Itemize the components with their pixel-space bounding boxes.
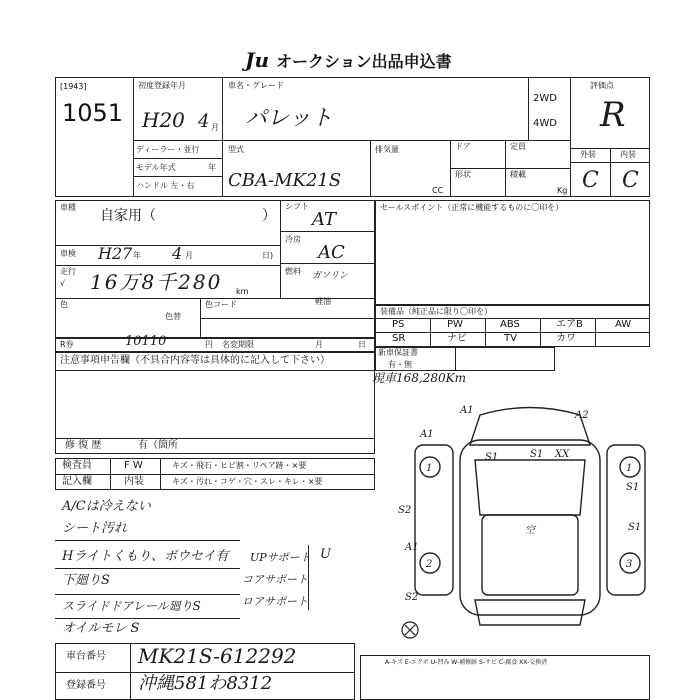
kg-unit: Kg	[557, 186, 568, 195]
car-type: CBA-MK21S	[228, 170, 342, 191]
evaluation-score: R	[600, 95, 626, 135]
mark-a1-top: A1	[460, 405, 474, 416]
repair-history-value: 有（箇所	[138, 440, 178, 451]
color-code-label: 色コード	[205, 300, 237, 309]
form-title: オークション出品申込書	[276, 52, 452, 71]
door-label: ドア	[455, 142, 471, 151]
recycle-label: R券	[60, 340, 74, 349]
inspection-year: H27	[98, 244, 133, 263]
up-support: UPサポート	[250, 551, 311, 564]
mark-wheel-3: 3	[626, 559, 633, 570]
mileage-check: √	[60, 279, 66, 288]
color-label: 色	[60, 300, 68, 309]
repair-history-label: 修 復 歴	[65, 440, 102, 451]
lower-support: ロアサポート	[242, 595, 308, 608]
note-1: A/Cは冷えない	[62, 499, 151, 514]
drive-4wd: 4WD	[533, 118, 557, 129]
exterior-label: 外装	[580, 150, 596, 159]
equip-abs: ABS	[500, 319, 520, 330]
car-hood-outline	[475, 460, 585, 515]
inspection-month: 4	[172, 244, 183, 263]
lot-number: 1051	[62, 99, 124, 127]
inspector-label: 検査員	[62, 460, 92, 471]
car-damage-diagram	[380, 385, 680, 645]
spare-tire-symbol	[402, 622, 418, 638]
equip-tv: TV	[504, 333, 517, 344]
remarks-header: 注意事項申告欄（不具合内容等は具体的に記入して下さい）	[60, 355, 330, 366]
inspection-label: 車検	[60, 249, 76, 258]
model-year-unit: 年	[208, 163, 216, 172]
shape-label: 形状	[455, 170, 471, 179]
mark-s2-left: S2	[398, 505, 412, 516]
registration-month: 4	[198, 111, 210, 132]
chassis-label: 車台番号	[66, 651, 106, 662]
mark-wheel-1: 1	[426, 463, 433, 474]
registration-label: 初度登録年月	[138, 81, 186, 90]
mark-s1-front-right: S1	[530, 449, 544, 460]
core-support: コアサポート	[242, 573, 308, 586]
entry-label: 記入欄	[62, 476, 92, 487]
warranty-note: 現車168,280Km	[372, 371, 466, 385]
interior-grade: C	[622, 168, 639, 193]
mark-a1-left-front: A1	[420, 429, 434, 440]
warranty-options: 有・無	[388, 360, 412, 369]
evaluation-label: 評価点	[590, 81, 614, 90]
warranty-label: 新車保証書	[378, 348, 418, 357]
mark-wheel-2: 2	[426, 559, 433, 570]
inspection-day-unit: 日)	[262, 251, 274, 260]
car-rear-outline	[475, 600, 585, 625]
recycle-row	[55, 338, 375, 352]
equip-sr: SR	[392, 333, 406, 344]
exterior-marks: キズ・飛石・ヒビ割・リペア跡・×要	[172, 461, 307, 470]
equip-airbag: エアB	[556, 319, 583, 330]
mark-xx: XX	[555, 449, 570, 460]
interior-tag: 内装	[124, 476, 144, 487]
equipment-label: 装備品（純正品に限り〇印を）	[380, 307, 492, 316]
sales-point-label: セールスポイント（正常に機能するものに〇印を）	[380, 203, 564, 212]
exterior-grade: C	[582, 168, 599, 193]
usage-close: ）	[262, 208, 276, 224]
note-4: 下廻りS	[62, 573, 110, 588]
car-name-label: 車名・グレード	[228, 81, 284, 90]
capacity-label: 積載	[510, 170, 526, 179]
mileage-value: 16万8千280	[90, 270, 223, 294]
mark-s1-right: S1	[626, 482, 640, 493]
mark-s1-front: S1	[485, 452, 499, 463]
type-label: 型式	[228, 145, 244, 154]
car-name: パレット	[245, 106, 333, 131]
transfer-day-unit: 日	[358, 340, 366, 349]
equip-navi: ナビ	[447, 333, 467, 344]
cc-unit: CC	[432, 186, 444, 195]
model-year-label: モデル年式	[136, 163, 176, 172]
mark-a2-top: A2	[575, 410, 589, 421]
mark-roof: 空	[525, 525, 535, 536]
note-6: オイルモレ S	[62, 621, 140, 636]
mark-wheel-1-right: 1	[626, 463, 633, 474]
usage-value: 自家用（	[100, 208, 156, 224]
fuel-value: ガソリン	[312, 271, 349, 281]
logo-mark: Ju	[245, 48, 270, 72]
transfer-month-unit: 月	[315, 340, 323, 349]
u-mark: U	[320, 547, 331, 562]
mileage-label: 走行	[60, 267, 76, 276]
interior-label: 内装	[620, 150, 636, 159]
note-5: スライドドアレール廻りS	[62, 599, 201, 613]
mark-s2-rear: S2	[405, 592, 419, 603]
dealer-label: ディーラー・並行	[136, 145, 200, 154]
plate-label: 登録番号	[66, 680, 106, 691]
inspection-year-unit: 年	[133, 251, 141, 260]
handle-label: ハンドル 左・右	[136, 181, 195, 190]
seats-label: 定員	[510, 142, 526, 151]
shift-label: シフト	[285, 202, 309, 211]
inspection-month-unit: 月	[185, 251, 193, 260]
equip-pw: PW	[447, 319, 463, 330]
plate-value: 沖縄581わ8312	[138, 673, 273, 694]
lot-code: [1943]	[60, 82, 87, 91]
note-2: シート汚れ	[62, 521, 128, 536]
recycle-unit: 円	[205, 340, 213, 349]
fuel-label: 燃料	[285, 267, 301, 276]
equip-ps: PS	[392, 319, 405, 330]
shift-value: AT	[312, 209, 337, 230]
fw-tag: F W	[124, 460, 143, 471]
drive-2wd: 2WD	[533, 93, 557, 104]
registration-month-unit: 月	[211, 123, 219, 132]
cooling-label: 冷房	[285, 235, 301, 244]
color-change-label: 色替	[165, 312, 181, 321]
chassis-value: MK21S-612292	[138, 644, 297, 668]
registration-year: H20	[142, 108, 185, 132]
equip-aw: AW	[615, 319, 632, 330]
usage-label: 車種	[60, 203, 76, 212]
top-block	[55, 77, 650, 197]
mark-a1-left: A1	[405, 542, 419, 553]
displacement-label: 排気量	[375, 145, 399, 154]
note-3: Hライトくもり、ボウセイ有	[62, 549, 229, 564]
sales-point-box	[375, 200, 650, 305]
diagram-legend: A-キズ E-エクボ U-凹み W-補修跡 S-サビ C-腐食 XX-交換済	[385, 659, 548, 666]
equip-leather: カワ	[556, 333, 576, 344]
mileage-unit: km	[236, 287, 249, 296]
transfer-label: 名変期限	[222, 340, 254, 349]
recycle-value: 10110	[125, 334, 167, 349]
fuel-diesel: 軽油	[315, 297, 331, 306]
mark-s1-right-rear: S1	[628, 522, 642, 533]
cooling-value: AC	[318, 242, 345, 263]
interior-marks: キズ・汚れ・コゲ・穴・スレ・キレ・×要	[172, 477, 323, 486]
